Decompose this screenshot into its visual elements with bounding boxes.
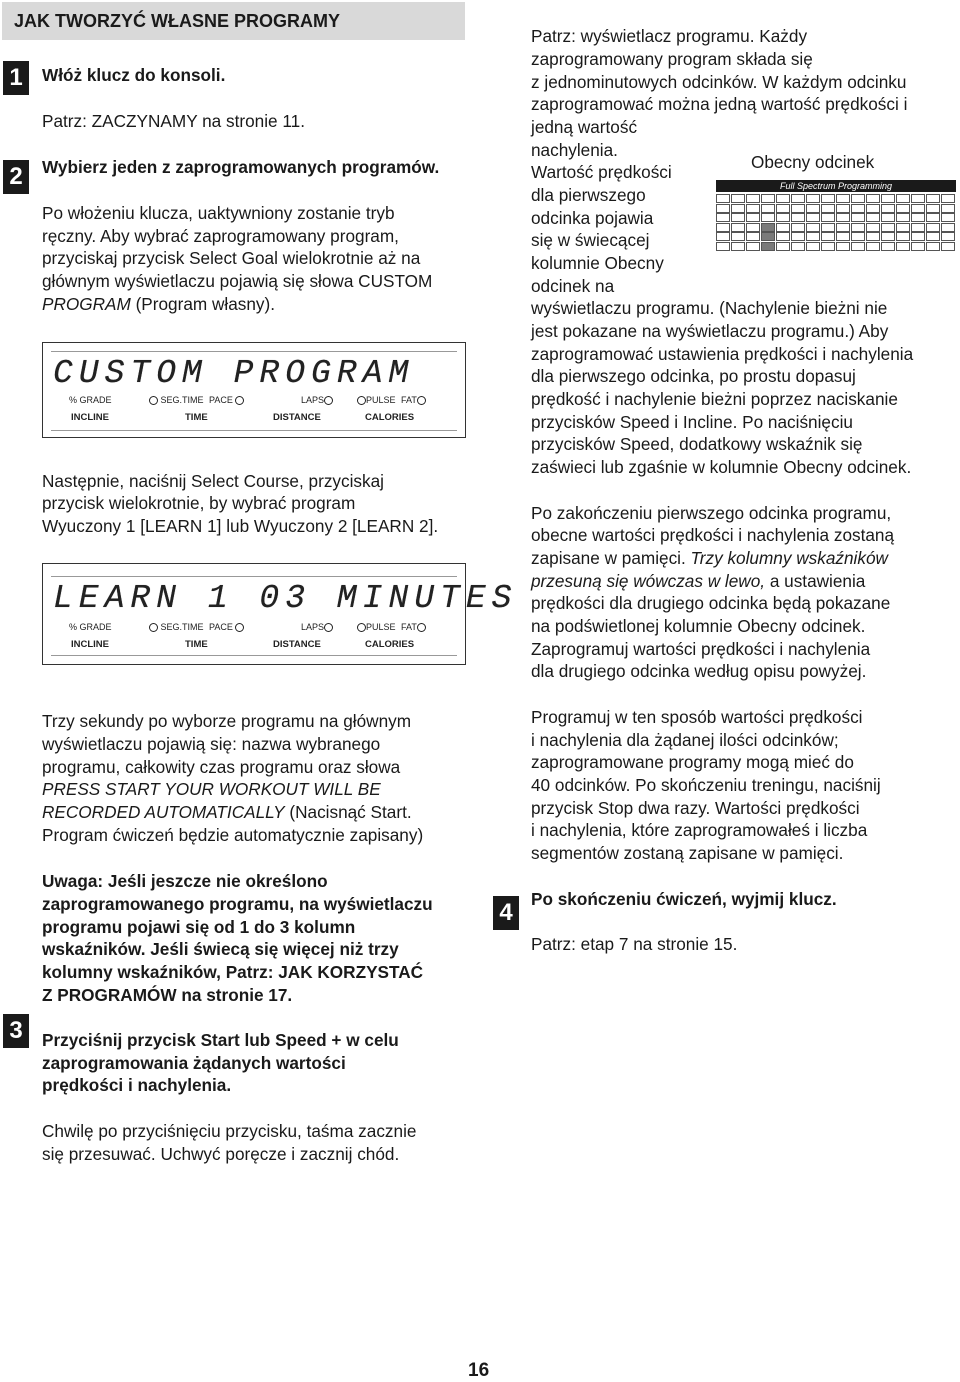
led-cell	[911, 223, 925, 232]
led-cell	[746, 223, 760, 232]
label-grade: % GRADE	[69, 622, 112, 632]
right-p3-line: zaprogramowane programy mogą mieć do	[531, 752, 854, 772]
right-line: zaprogramować ustawienia prędkości i nachylenia	[531, 344, 914, 364]
led-cell	[866, 194, 880, 203]
step3-line: zaprogramowania żądanych wartości	[42, 1053, 346, 1073]
right-line: przycisków Speed i Incline. Po naciśnięciu	[531, 412, 853, 432]
label-segtime: SEG.TIME	[149, 395, 204, 405]
led-cell	[926, 232, 940, 241]
led-cell	[911, 204, 925, 213]
led-cell	[896, 194, 910, 203]
right-line: kolumnie Obecny	[531, 253, 664, 273]
led-cell	[716, 213, 730, 222]
led-cell	[941, 232, 955, 241]
right-p2-line: obecne wartości prędkości i nachylenia zostaną	[531, 525, 895, 545]
section-header	[2, 2, 465, 40]
led-cell	[926, 213, 940, 222]
led-cell	[806, 194, 820, 203]
led-cell	[941, 223, 955, 232]
note-line: wskaźników. Jeśli świecą się więcej niż trzy	[42, 939, 399, 959]
label-incline: INCLINE	[71, 639, 109, 650]
led-cell	[821, 204, 835, 213]
led-cell	[926, 204, 940, 213]
led-cell	[836, 242, 850, 251]
end-line: Chwilę po przyciśnięciu przycisku, taśma zacznie	[42, 1121, 417, 1141]
led-cell	[836, 204, 850, 213]
right-p2-line: zapisane w pamięci. Trzy kolumny wskaźników	[531, 548, 888, 568]
led-cell	[776, 194, 790, 203]
led-cell	[911, 213, 925, 222]
label-distance: DISTANCE	[273, 412, 321, 423]
step4-title: Po skończeniu ćwiczeń, wyjmij klucz.	[531, 889, 837, 909]
right-line: zaprogramowany program składa się	[531, 49, 813, 69]
led-cell	[776, 242, 790, 251]
label-laps: LAPS	[301, 622, 333, 632]
right-line: jedną wartość	[531, 117, 638, 137]
label-calories: CALORIES	[365, 412, 415, 423]
step2-line: głównym wyświetlaczu pojawią się słowa CUSTOM	[42, 271, 433, 291]
program-display-title: Full Spectrum Programming	[716, 180, 956, 192]
lcd-display-learn	[42, 563, 518, 665]
right-p3-line: segmentów zostaną zapisane w pamięci.	[531, 843, 844, 863]
indicator-dot-icon	[417, 396, 426, 405]
right-line: przycisków Speed, dodatkowy wskaźnik się	[531, 434, 863, 454]
led-cell	[866, 223, 880, 232]
after-line: PRESS START YOUR WORKOUT WILL BE	[42, 779, 381, 799]
right-line: zaprogramować można jedną wartość prędkości i	[531, 94, 908, 114]
led-cell	[881, 213, 895, 222]
led-cell	[806, 204, 820, 213]
led-cell	[911, 242, 925, 251]
right-p3-line: i nachylenia, które zaprogramowałeś i liczba	[531, 820, 868, 840]
led-cell	[761, 194, 775, 203]
label-segtime: SEG.TIME	[149, 622, 204, 632]
lcd-segment-text: LEARN 1 03 MINUTES	[53, 580, 518, 617]
label-fat: FAT	[401, 622, 426, 632]
right-p2-line: na podświetlonej kolumnie Obecny odcinek.	[531, 616, 866, 636]
after-line: Program ćwiczeń będzie automatycznie zapisany)	[42, 825, 424, 845]
indicator-dot-icon	[149, 396, 158, 405]
led-cell	[941, 213, 955, 222]
indicator-dot-icon	[417, 623, 426, 632]
led-cell	[776, 213, 790, 222]
led-cell	[746, 204, 760, 213]
led-cell	[896, 204, 910, 213]
led-cell	[941, 204, 955, 213]
after-line: programu, całkowity czas programu oraz słowa	[42, 757, 401, 777]
led-cell	[731, 194, 745, 203]
led-cell	[731, 213, 745, 222]
led-cell	[731, 223, 745, 232]
after-line: Trzy sekundy po wyborze programu na głównym	[42, 711, 412, 731]
label-incline: INCLINE	[71, 412, 109, 423]
led-cell	[851, 213, 865, 222]
label-pulse: PULSE	[357, 395, 396, 405]
step1-title: Włóż klucz do konsoli.	[42, 65, 226, 85]
led-cell	[716, 242, 730, 251]
led-cell	[806, 232, 820, 241]
led-cell	[806, 242, 820, 251]
step2-line: ręczny. Aby wybrać zaprogramowany program,	[42, 226, 399, 246]
right-line: zaświeci lub zgaśnie w kolumnie Obecny odcinek.	[531, 457, 912, 477]
led-cell	[851, 223, 865, 232]
led-cell	[731, 242, 745, 251]
right-line: dla pierwszego	[531, 185, 646, 205]
led-cell	[791, 204, 805, 213]
led-cell	[851, 204, 865, 213]
indicator-dot-icon	[235, 396, 244, 405]
led-cell	[881, 194, 895, 203]
end-line: się przesuwać. Uchwyć poręcze i zacznij chód.	[42, 1144, 400, 1164]
led-cell	[836, 213, 850, 222]
right-line: prędkość i nachylenie bieżni poprzez naciskanie	[531, 389, 898, 409]
led-cell	[791, 213, 805, 222]
led-cell	[731, 204, 745, 213]
right-p2-line: przesuną się wówczas w lewo, a ustawienia	[531, 571, 866, 591]
led-cell	[881, 242, 895, 251]
led-cell	[761, 213, 775, 222]
led-cell	[821, 194, 835, 203]
step2-title: Wybierz jeden z zaprogramowanych programów.	[42, 157, 440, 177]
led-cell	[746, 213, 760, 222]
step-badge-1: 1	[3, 61, 29, 95]
led-cell	[761, 204, 775, 213]
after-line: RECORDED AUTOMATICALLY (Nacisnąć Start.	[42, 802, 412, 822]
led-cell	[866, 204, 880, 213]
led-cell	[806, 223, 820, 232]
led-cell	[851, 194, 865, 203]
step2-line: przyciskaj przycisk Select Goal wielokrotnie aż na	[42, 248, 421, 268]
section-title: JAK TWORZYĆ WŁASNE PROGRAMY	[14, 11, 340, 31]
led-cell	[866, 213, 880, 222]
mid-line: Wyuczony 1 [LEARN 1] lub Wyuczony 2 [LEARN 2].	[42, 516, 439, 536]
right-line: dla pierwszego odcinka, po prostu dopasuj	[531, 366, 856, 386]
led-cell	[866, 232, 880, 241]
step3-line: Przyciśnij przycisk Start lub Speed + w celu	[42, 1030, 399, 1050]
led-cell	[941, 194, 955, 203]
page-number: 16	[468, 1360, 490, 1381]
right-line: Wartość prędkości	[531, 162, 672, 182]
led-cell	[911, 194, 925, 203]
step1-ref: Patrz: ZACZYNAMY na stronie 11.	[42, 111, 305, 131]
step2-line: Po włożeniu klucza, uaktywniony zostanie tryb	[42, 203, 395, 223]
right-line: odcinek na	[531, 276, 615, 296]
led-cell	[716, 194, 730, 203]
label-fat: FAT	[401, 395, 426, 405]
mid-line: przycisk wielokrotnie, by wybrać program	[42, 493, 356, 513]
indicator-dot-icon	[324, 623, 333, 632]
led-cell	[761, 242, 775, 251]
note-line: Uwaga: Jeśli jeszcze nie określono	[42, 871, 328, 891]
led-cell	[851, 232, 865, 241]
led-cell	[836, 194, 850, 203]
led-cell	[821, 223, 835, 232]
led-cell	[716, 223, 730, 232]
step-badge-4: 4	[493, 896, 519, 930]
right-p2-line: dla drugiego odcinka według opisu powyżej.	[531, 661, 867, 681]
led-cell	[716, 232, 730, 241]
led-cell	[926, 194, 940, 203]
led-cell	[896, 232, 910, 241]
lcd-segment-text: CUSTOM PROGRAM	[53, 355, 415, 392]
led-cell	[776, 232, 790, 241]
indicator-dot-icon	[324, 396, 333, 405]
step2-line: PROGRAM (Program własny).	[42, 294, 276, 314]
indicator-dot-icon	[357, 623, 366, 632]
indicator-dot-icon	[235, 623, 244, 632]
right-line: się w świecącej	[531, 230, 650, 250]
note-line: Z PROGRAMÓW na stronie 17.	[42, 985, 293, 1005]
led-cell	[836, 232, 850, 241]
label-time: TIME	[185, 412, 208, 423]
lcd-display-custom-program	[42, 342, 466, 438]
led-cell	[821, 242, 835, 251]
right-line: odcinka pojawia	[531, 208, 654, 228]
led-cell	[746, 242, 760, 251]
led-cell	[821, 213, 835, 222]
led-cell	[926, 223, 940, 232]
led-cell	[806, 213, 820, 222]
label-distance: DISTANCE	[273, 639, 321, 650]
mid-line: Następnie, naciśnij Select Course, przyciskaj	[42, 471, 384, 491]
program-display-figure	[716, 180, 956, 252]
led-cell	[821, 232, 835, 241]
label-laps: LAPS	[301, 395, 333, 405]
led-cell	[746, 232, 760, 241]
led-cell	[716, 204, 730, 213]
right-p3-line: Programuj w ten sposób wartości prędkości	[531, 707, 863, 727]
led-cell	[896, 242, 910, 251]
led-cell	[761, 232, 775, 241]
step-badge-2: 2	[3, 160, 29, 194]
right-line: nachylenia.	[531, 140, 618, 160]
led-cell	[791, 194, 805, 203]
note-line: zaprogramowanego programu, na wyświetlaczu	[42, 894, 433, 914]
led-cell	[761, 223, 775, 232]
led-cell	[881, 223, 895, 232]
right-p2-line: Zaprogramuj wartości prędkości i nachylenia	[531, 639, 871, 659]
right-line: jest pokazane na wyświetlaczu programu.) Aby	[531, 321, 889, 341]
led-cell	[791, 223, 805, 232]
led-cell	[851, 242, 865, 251]
led-cell	[791, 232, 805, 241]
step3-line: prędkości i nachylenia.	[42, 1075, 232, 1095]
right-line: z jednominutowych odcinków. W każdym odcinku	[531, 72, 907, 92]
step-badge-3: 3	[3, 1014, 29, 1048]
right-p3-line: 40 odcinków. Po skończeniu treningu, naciśnij	[531, 775, 881, 795]
led-cell	[911, 232, 925, 241]
current-segment-label: Obecny odcinek	[751, 152, 875, 172]
note-line: programu pojawi się od 1 do 3 kolumn	[42, 917, 356, 937]
led-cell	[731, 232, 745, 241]
right-p2-line: prędkości dla drugiego odcinka będą pokazane	[531, 593, 891, 613]
led-cell	[881, 232, 895, 241]
led-cell	[881, 204, 895, 213]
led-cell	[836, 223, 850, 232]
led-cell	[896, 223, 910, 232]
led-cell	[896, 213, 910, 222]
led-cell	[926, 242, 940, 251]
right-line: Patrz: wyświetlacz programu. Każdy	[531, 26, 808, 46]
led-cell	[776, 204, 790, 213]
led-cell	[941, 242, 955, 251]
note-line: kolumny wskaźników, Patrz: JAK KORZYSTAĆ	[42, 962, 424, 982]
right-p3-line: przycisk Stop dwa razy. Wartości prędkości	[531, 798, 860, 818]
label-grade: % GRADE	[69, 395, 112, 405]
right-line: wyświetlaczu programu. (Nachylenie bieżni nie	[531, 298, 888, 318]
step4-ref: Patrz: etap 7 na stronie 15.	[531, 934, 738, 954]
led-cell	[866, 242, 880, 251]
indicator-dot-icon	[357, 396, 366, 405]
led-cell	[746, 194, 760, 203]
right-p2-line: Po zakończeniu pierwszego odcinka programu,	[531, 503, 892, 523]
label-pace: PACE	[209, 395, 244, 405]
led-cell	[776, 223, 790, 232]
label-pace: PACE	[209, 622, 244, 632]
after-line: wyświetlaczu pojawią się: nazwa wybranego	[42, 734, 381, 754]
led-cell	[791, 242, 805, 251]
right-p3-line: i nachylenia dla żądanej ilości odcinków;	[531, 730, 839, 750]
indicator-dot-icon	[149, 623, 158, 632]
label-pulse: PULSE	[357, 622, 396, 632]
label-time: TIME	[185, 639, 208, 650]
label-calories: CALORIES	[365, 639, 415, 650]
